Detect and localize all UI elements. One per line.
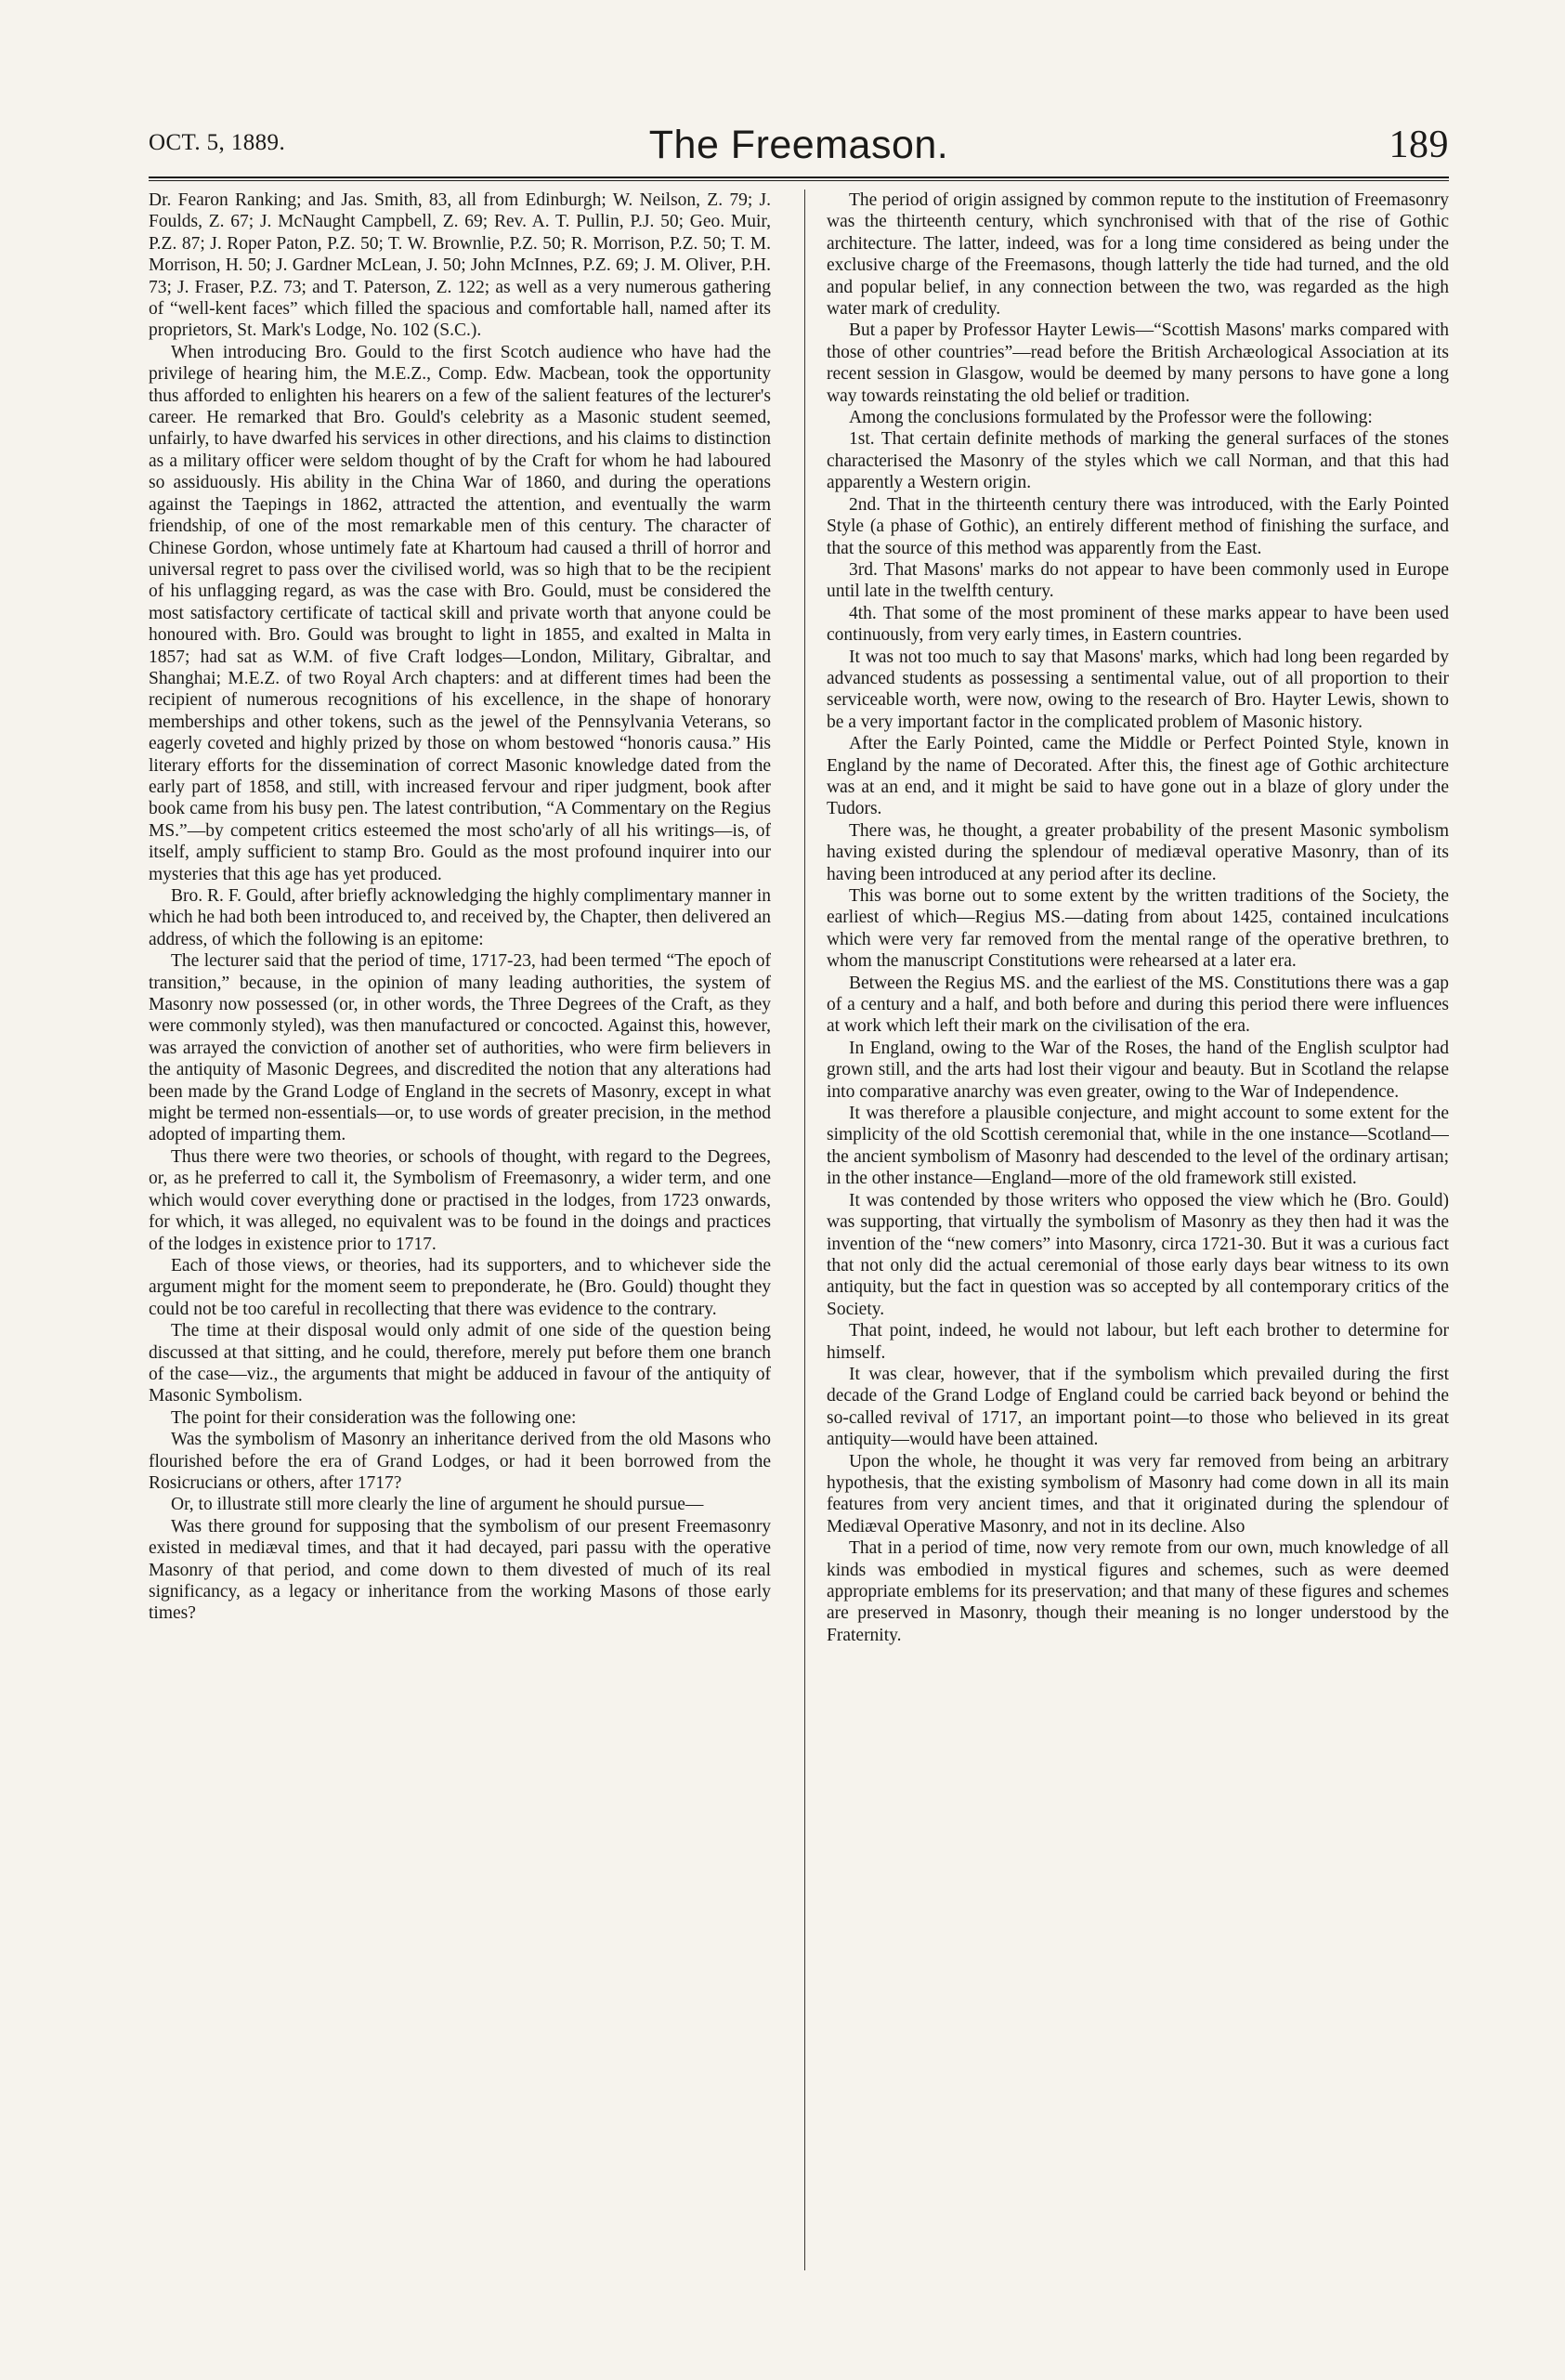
right-paragraph-5: 2nd. That in the thirteenth century there was introduced, with the Early Pointed Style (a phase of Gothic), an entirely different method of finishing the surface, and that the source of this method was apparently from the East.: [827, 494, 1449, 558]
right-paragraph-10: There was, he thought, a greater probability of the present Masonic symbolism having existed during the splendour of mediæval operative Masonry, than of its having been introduced at any period after its decline.: [827, 820, 1449, 884]
masthead: [149, 123, 1449, 173]
right-paragraph-16: That point, indeed, he would not labour, but left each brother to determine for himself.: [827, 1321, 1449, 1363]
left-paragraph-9: Was the symbolism of Masonry an inheritance derived from the old Masons who flourished before the era of Grand Lodges, or had it been borrowed from the Rosicrucians or others, after 1717?: [149, 1430, 771, 1493]
page-number: 189: [1389, 124, 1449, 166]
right-paragraph-9: After the Early Pointed, came the Middle or Perfect Pointed Style, known in England by the name of Decorated. After this, the finest age of Gothic architecture was at an end, and it might be said to have gone out in a blaze of glory under the Tudors.: [827, 734, 1449, 819]
newspaper-title: The Freemason.: [648, 123, 949, 167]
column-divider: [804, 190, 805, 2270]
left-paragraph-8: The point for their consideration was the following one:: [171, 1407, 577, 1428]
right-paragraph-8: It was not too much to say that Masons' marks, which had long been regarded by advanced students as possessing a sentimental value, out of all proportion to their serviceable worth, were now, owing to the research of Bro. Hayter Lewis, shown to be a very important factor in the complicated problem of Masonic history.: [827, 647, 1449, 732]
right-paragraph-17: It was clear, however, that if the symbolism which prevailed during the first decade of the Grand Lodge of England could be carried back beyond or behind the so-called revival of 1717, an important point—to those who believed in its great antiquity—would have been attained.: [827, 1364, 1449, 1450]
issue-date: OCT. 5, 1889.: [149, 130, 286, 155]
masthead-rule-bottom: [149, 180, 1449, 181]
right-paragraph-13: In England, owing to the War of the Roses, the hand of the English sculptor had grown still, and the arts had lost their vigour and beauty. But in Scotland the relapse into comparative anarchy was even greater, owing to the War of Independence.: [827, 1038, 1449, 1102]
left-paragraph-6: Each of those views, or theories, had its supporters, and to whichever side the argument might for the moment seem to preponderate, he (Bro. Gould) thought they could not be too careful in recollecting that there was evidence to the contrary.: [149, 1255, 771, 1319]
right-paragraph-12: Between the Regius MS. and the earliest of the MS. Constitutions there was a gap of a century and a half, and both before and during this period there were influences at work which left their mark on the civilisation of the era.: [827, 973, 1449, 1037]
right-paragraph-1: The period of origin assigned by common repute to the institution of Freemasonry was the thirteenth century, which synchronised with that of the rise of Gothic architecture. The latter, indeed, was for a long time considered as being under the exclusive charge of the Freemasons, though latterly the tide had turned, and the old and popular belief, in any connection between the two, was regarded as the high water mark of credulity.: [827, 190, 1449, 320]
masthead-rule-top: [149, 177, 1449, 178]
article-columns: [149, 190, 1449, 2345]
left-paragraph-4: The lecturer said that the period of time, 1717-23, had been termed “The epoch of transition,” because, in the opinion of many leading authorities, the system of Masonry now possessed (or, in other words, the Three Degrees of the Craft, as they were commonly styled), was then manufactured or concocted. Against this, however, was arrayed the conviction of another set of authorities, who were firm believers in the antiquity of Masonic Degrees, and discredited the notion that any alterations had been made by the Grand Lodge of England in the secrets of Masonry, except in what might be termed non-essentials—or, to use words of greater precision, in the method adopted of imparting them.: [149, 951, 771, 1145]
right-paragraph-14: It was therefore a plausible conjecture, and might account to some extent for the simplicity of the old Scottish ceremonial that, while in the one instance—Scotland—the ancient symbolism of Masonry had descended to the level of the ordinary artisan; in the other instance—England—more of the old framework still existed.: [827, 1104, 1449, 1189]
right-paragraph-3: Among the conclusions formulated by the Professor were the following:: [849, 408, 1373, 428]
left-paragraph-2: When introducing Bro. Gould to the first Scotch audience who have had the privilege of hearing him, the M.E.Z., Comp. Edw. Macbean, took the opportunity thus afforded to enlighten his hearers on a few of the salient features of the lecturer's career. He remarked that Bro. Gould's celebrity as a Masonic student seemed, unfairly, to have dwarfed his services in other directions, and his claims to distinction as a military officer were seldom thought of by the Craft for whom he had laboured so assiduously. His ability in the China War of 1860, and during the operations against the Taepings in 1862, attracted the attention, and eventually the warm friendship, of one of the most remarkable men of this century. The character of Chinese Gordon, whose untimely fate at Khartoum had caused a thrill of horror and universal regret to pass over the civilised world, was so high that to be the recipient of his unflagging regard, as was the case with Bro. Gould, must be considered the most satisfactory certificate of tactical skill and private worth that anyone could be honoured with. Bro. Gould was brought to light in 1855, and exalted in Malta in 1857; had sat as W.M. of five Craft lodges—London, Military, Gibraltar, and Shanghai; M.E.Z. of two Royal Arch chapters: and at different times had been the recipient of numerous recognitions of his excellence, in the shape of honorary memberships and other tokens, such as the jewel of the Pennsylvania Veterans, so eagerly coveted and highly prized by those on whom bestowed “honoris causa.” His literary efforts for the dissemination of correct Masonic knowledge dated from the early part of 1858, and still, with increased fervour and riper judgment, book after book came from his busy pen. The latest contribution, “A Commentary on the Regius MS.”—by competent critics esteemed the most scho'arly of all his writings—is, of itself, amply sufficient to stamp Bro. Gould as the most profound inquirer into our mysteries that this age has yet produced.: [149, 342, 771, 884]
right-paragraph-2: But a paper by Professor Hayter Lewis—“Scottish Masons' marks compared with those of other countries”—read before the British Archæological Association at its recent session in Glasgow, would be deemed by many persons to have gone a long way towards reinstating the old belief or tradition.: [827, 320, 1449, 406]
left-paragraph-10: Or, to illustrate still more clearly the line of argument he should pursue—: [171, 1495, 704, 1515]
left-paragraph-1: Dr. Fearon Ranking; and Jas. Smith, 83, all from Edinburgh; W. Neilson, Z. 79; J. Foulds, Z. 67; J. McNaught Campbell, Z. 69; Rev. A. T. Pullin, P.J. 50; Geo. Muir, P.Z. 87; J. Roper Paton, P.Z. 50; T. W. Brownlie, P.Z. 50; R. Morrison, P.Z. 50; T. M. Morrison, H. 50; J. Gardner McLean, J. 50; John McInnes, P.Z. 69; J. M. Oliver, P.H. 73; J. Fraser, P.Z. 73; and T. Paterson, Z. 122; as well as a very numerous gathering of “well-kent faces” which filled the spacious and comfortable hall, named after its proprietors, St. Mark's Lodge, No. 102 (S.C.).: [149, 190, 771, 341]
right-paragraph-15: It was contended by those writers who opposed the view which he (Bro. Gould) was supporting, that virtually the symbolism of Masonry as they then had it was the invention of the “new comers” into Masonry, circa 1721-30. But it was a curious fact that not only did the actual ceremonial of those early days bear witness to its own antiquity, but the fact in question was so accepted by all contemporary critics of the Society.: [827, 1190, 1449, 1319]
left-paragraph-3: Bro. R. F. Gould, after briefly acknowledging the highly complimentary manner in which he had both been introduced to, and received by, the Chapter, then delivered an address, of which the following is an epitome:: [149, 886, 771, 949]
left-column: [149, 190, 771, 2345]
left-paragraph-11: Was there ground for supposing that the symbolism of our present Freemasonry existed in mediæval times, and that it had decayed, pari passu with the operative Masonry of that period, and come down to them divested of much of its real significancy, as a legacy or inheritance from the working Masons of those early times?: [149, 1516, 771, 1624]
right-paragraph-4: 1st. That certain definite methods of marking the general surfaces of the stones characterised the Masonry of the styles which we call Norman, and that this had apparently a Western origin.: [827, 429, 1449, 493]
right-paragraph-6: 3rd. That Masons' marks do not appear to have been commonly used in Europe until late in the twelfth century.: [827, 559, 1449, 602]
right-paragraph-11: This was borne out to some extent by the written traditions of the Society, the earliest of which—Regius MS.—dating from about 1425, contained inculcations which were very far removed from the mental range of the operative brethren, to whom the manuscript Constitutions were rehearsed at a later era.: [827, 886, 1449, 972]
right-paragraph-7: 4th. That some of the most prominent of these marks appear to have been used continuously, from very early times, in Eastern countries.: [827, 603, 1449, 646]
left-paragraph-7: The time at their disposal would only admit of one side of the question being discussed at that sitting, and he could, therefore, merely put before them one branch of the case—viz., the arguments that might be adduced in favour of the antiquity of Masonic Symbolism.: [149, 1321, 771, 1406]
right-paragraph-18: Upon the whole, he thought it was very far removed from being an arbitrary hypothesis, that the existing symbolism of Masonry had come down in all its main features from very ancient times, and that it originated during the splendour of Mediæval Operative Masonry, and not in its decline. Also: [827, 1451, 1449, 1537]
right-paragraph-19: That in a period of time, now very remote from our own, much knowledge of all kinds was embodied in mystical figures and schemes, such as were deemed appropriate emblems for its preservation; and that many of these figures and schemes are preserved in Masonry, though their meaning is no longer understood by the Fraternity.: [827, 1538, 1449, 1645]
right-column: [827, 190, 1449, 2345]
left-paragraph-5: Thus there were two theories, or schools of thought, with regard to the Degrees, or, as he preferred to call it, the Symbolism of Freemasonry, a wider term, and one which would cover everything done or practised in the lodges, from 1723 onwards, for which, it was alleged, no equivalent was to be found in the doings and practices of the lodges in existence prior to 1717.: [149, 1146, 771, 1254]
